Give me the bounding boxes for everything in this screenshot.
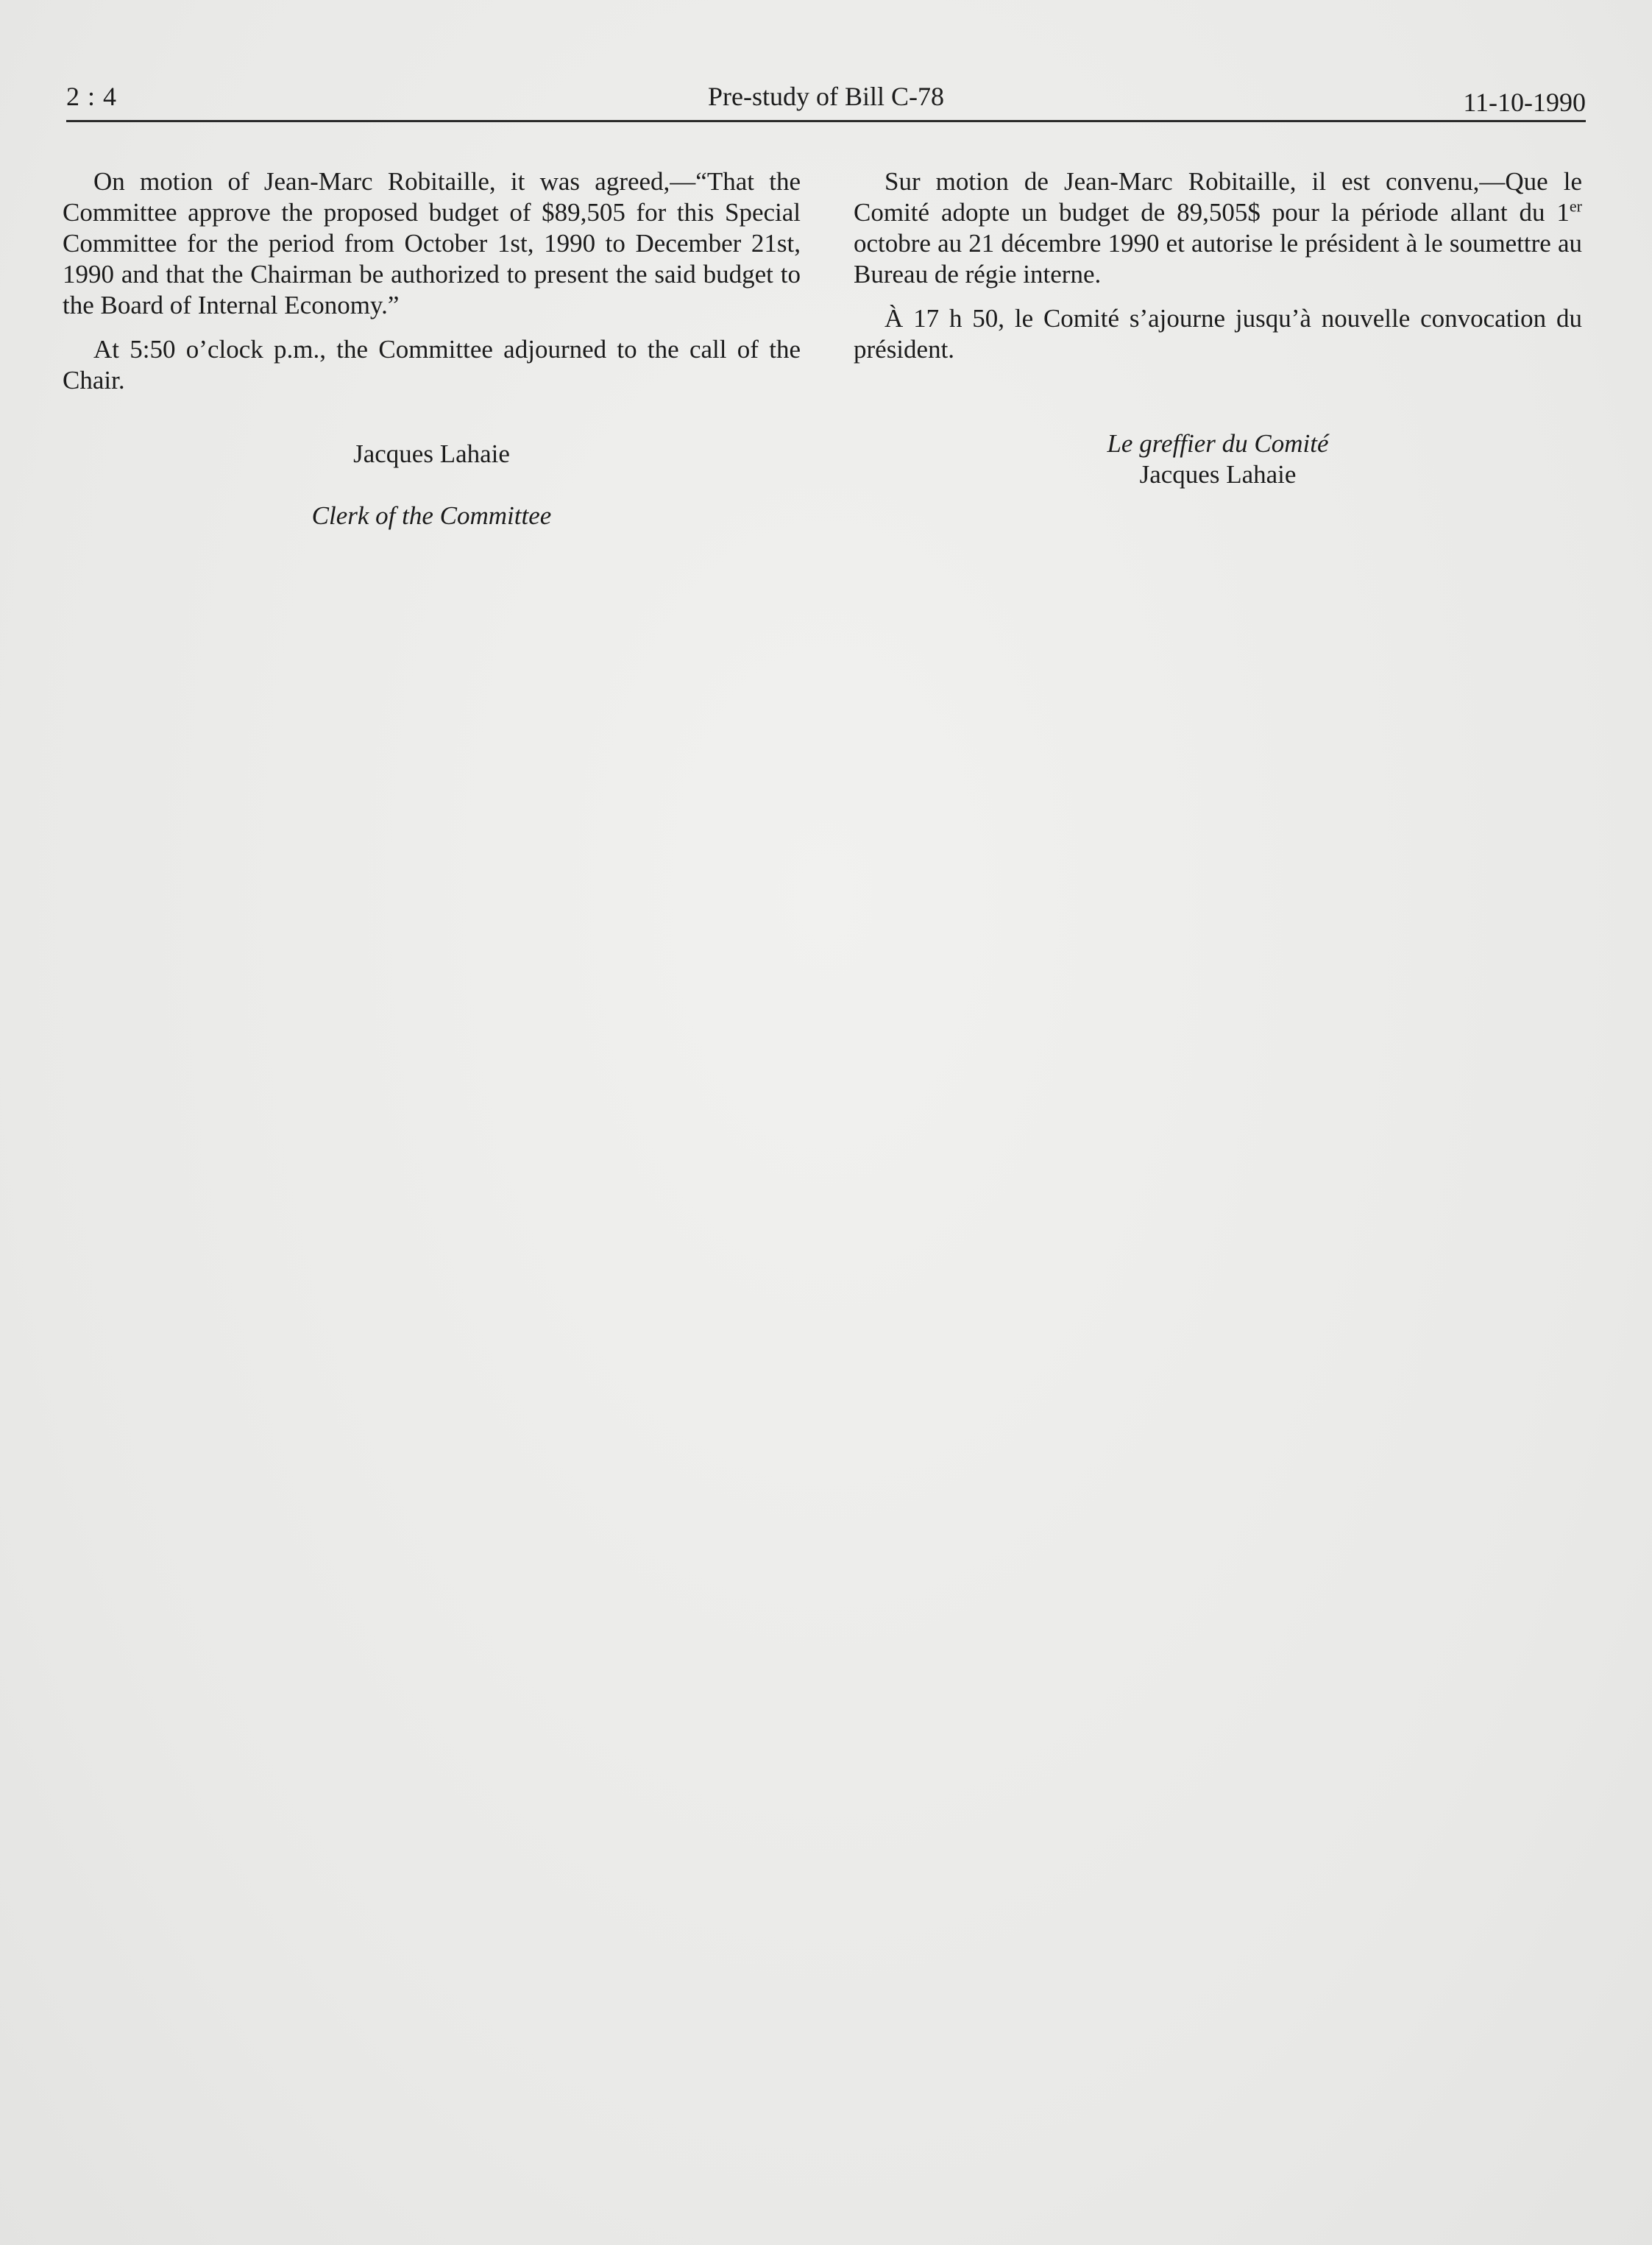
motion-fr-part2: octobre au 21 décembre 1990 et autorise le président à le soumettre au Bureau de régie interne. [854,229,1582,289]
clerk-name-fr: Jacques Lahaie [1139,460,1297,489]
page-date: 11-10-1990 [1463,88,1586,117]
adjournment-paragraph-fr: À 17 h 50, le Comité s’ajourne jusqu’à nouvelle convocation du président. [854,304,1582,364]
english-column [63,166,801,531]
page-title: Pre-study of Bill C-78 [708,82,944,111]
signature-block-fr [854,428,1582,490]
header-rule [66,120,1586,122]
french-column [854,166,1582,490]
clerk-title-en: Clerk of the Committee [311,501,552,530]
clerk-name-en: Jacques Lahaie [353,439,510,468]
motion-paragraph-fr [854,166,1582,290]
page-number: 2 : 4 [66,82,118,111]
motion-fr-part1: Sur motion de Jean-Marc Robitaille, il est convenu,—Que le Comité adopte un budget de 89,505$ pour la période allant du 1 [854,167,1582,227]
motion-paragraph-en: On motion of Jean-Marc Robitaille, it was agreed,—“That the Committee approve the proposed budget of $89,505 for this Special Committee for the period from October 1st, 1990 to December 21st, 1990 and that the Chairman be authorized to present the said budget to the Board of Internal Economy.” [63,167,801,319]
ordinal-superscript: er [1569,197,1582,216]
signature-block-en [63,439,801,531]
page-header [66,81,1586,125]
clerk-title-fr: Le greffier du Comité [1107,429,1329,458]
adjournment-paragraph-en: At 5:50 o’clock p.m., the Committee adjourned to the call of the Chair. [63,335,801,395]
